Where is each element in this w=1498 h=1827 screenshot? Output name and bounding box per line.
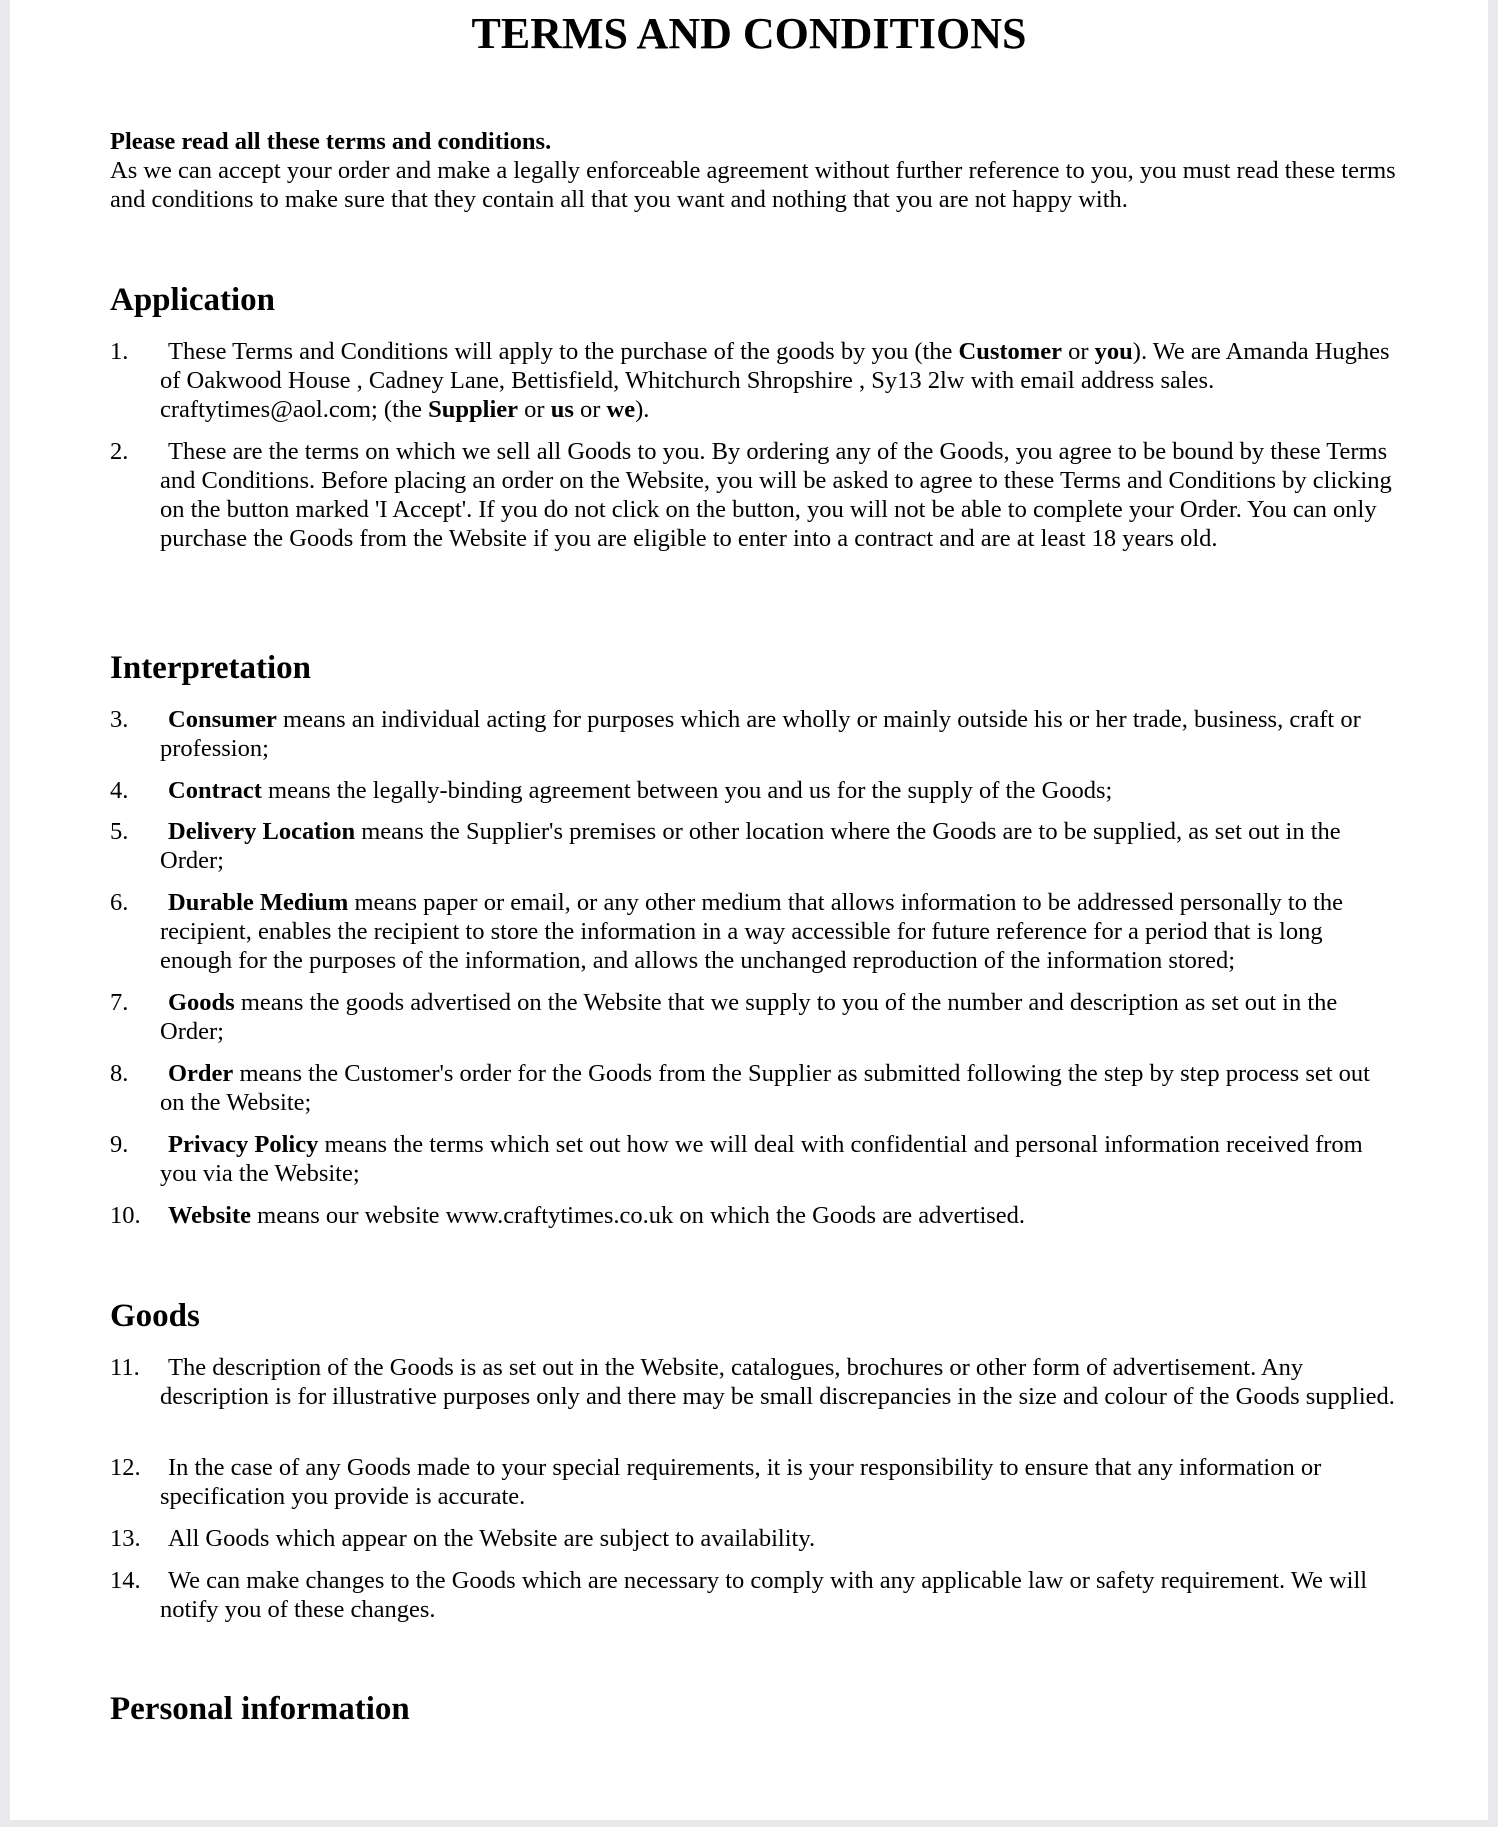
clause-number: 2. [110, 438, 129, 465]
defined-term: Contract [168, 777, 262, 804]
defined-term: Privacy Policy [168, 1131, 319, 1158]
clause-text: Website means our website www.craftytimes.co.uk on which the Goods are advertised. [168, 1202, 1026, 1229]
document-title: TERMS AND CONDITIONS [471, 9, 1027, 58]
clause-9 [110, 1130, 1400, 1188]
term-supplier: Supplier [428, 396, 519, 423]
clause-6 [110, 888, 1400, 975]
clause-text: Privacy Policy means the terms which set out how we will deal with confidential and personal information received from you via the Website; [160, 1131, 1363, 1187]
clause-10 [110, 1201, 1400, 1230]
section-heading-goods: Goods [110, 1298, 200, 1334]
intro-lead: Please read all these terms and conditions. [110, 128, 552, 155]
clause-number: 8. [110, 1060, 129, 1087]
term-we: we [606, 396, 636, 423]
section-heading-personal-information: Personal information [110, 1691, 410, 1727]
clause-text: These Terms and Conditions will apply to the purchase of the goods by you (the Customer or you). We are Amanda Hughes of Oakwood House , Cadney Lane, Bettisfield, Whitchurch Shropshire , Sy13 2lw with email address sales. craftytimes@aol.com; (the Supplier or us or we). [160, 338, 1390, 423]
clause-number: 12. [110, 1454, 141, 1481]
clause-text: These are the terms on which we sell all Goods to you. By ordering any of the Goods, you agree to be bound by these Terms and Conditions. Before placing an order on the Website, you will be asked to agree to these Terms and Conditions by clicking on the button marked 'I Accept'. If you do not click on the button, you will not be able to complete your Order. You can only purchase the Goods from the Website if you are eligible to enter into a contract and are at least 18 years old. [160, 438, 1392, 552]
clause-1 [110, 337, 1400, 424]
clause-number: 7. [110, 989, 129, 1016]
defined-term: Durable Medium [168, 889, 349, 916]
clause-text: We can make changes to the Goods which are necessary to comply with any applicable law or safety requirement. We will notify you of these changes. [160, 1567, 1368, 1623]
term-us: us [550, 396, 574, 423]
clause-4 [110, 776, 1400, 805]
clause-2 [110, 437, 1400, 553]
clause-number: 1. [110, 338, 129, 365]
clause-text: Contract means the legally-binding agreement between you and us for the supply of the Goods; [168, 777, 1113, 804]
clause-number: 4. [110, 777, 129, 804]
clause-number: 13. [110, 1525, 141, 1552]
clause-text: The description of the Goods is as set out in the Website, catalogues, brochures or other form of advertisement. Any description is for illustrative purposes only and there may be small discrepancies in the size and colour of the Goods supplied. [160, 1354, 1395, 1410]
clause-text: Goods means the goods advertised on the Website that we supply to you of the number and description as set out in the Order; [160, 989, 1338, 1045]
clause-14 [110, 1566, 1400, 1624]
clause-8 [110, 1059, 1400, 1117]
clause-text: Order means the Customer's order for the Goods from the Supplier as submitted following the step by step process set out on the Website; [160, 1060, 1370, 1116]
defined-term: Goods [168, 989, 235, 1016]
clause-text: All Goods which appear on the Website are subject to availability. [168, 1525, 816, 1552]
clause-11 [110, 1353, 1400, 1411]
clause-text: Durable Medium means paper or email, or any other medium that allows information to be addressed personally to the recipient, enables the recipient to store the information in a way accessible for future reference for a period that is long enough for the purposes of the information, and allows the unchanged reproduction of the information stored; [160, 889, 1344, 974]
clause-number: 10. [110, 1202, 141, 1229]
clause-text: In the case of any Goods made to your special requirements, it is your responsibility to ensure that any information or specification you provide is accurate. [160, 1454, 1322, 1510]
clause-number: 11. [110, 1354, 140, 1381]
clause-text: Consumer means an individual acting for purposes which are wholly or mainly outside his or her trade, business, craft or profession; [160, 706, 1361, 762]
clause-number: 5. [110, 818, 129, 845]
clause-5 [110, 817, 1400, 875]
defined-term: Consumer [168, 706, 277, 733]
defined-term: Order [168, 1060, 234, 1087]
clause-number: 3. [110, 706, 129, 733]
clause-3 [110, 705, 1400, 763]
clause-text: Delivery Location means the Supplier's premises or other location where the Goods are to be supplied, as set out in the Order; [160, 818, 1341, 874]
clause-number: 9. [110, 1131, 129, 1158]
document-page [10, 0, 1488, 1820]
clause-12 [110, 1453, 1400, 1511]
clause-7 [110, 988, 1400, 1046]
defined-term: Website [168, 1202, 252, 1229]
intro-text: As we can accept your order and make a legally enforceable agreement without further reference to you, you must read these terms and conditions to make sure that they contain all that you want and nothing that you are not happy with. [110, 157, 1396, 213]
intro-paragraph [110, 127, 1400, 214]
clause-13 [110, 1524, 1400, 1553]
section-heading-interpretation: Interpretation [110, 650, 312, 686]
term-customer: Customer [958, 338, 1062, 365]
term-you: you [1094, 338, 1133, 365]
clause-number: 14. [110, 1567, 141, 1594]
defined-term: Delivery Location [168, 818, 356, 845]
clause-number: 6. [110, 889, 129, 916]
section-heading-application: Application [110, 282, 276, 318]
